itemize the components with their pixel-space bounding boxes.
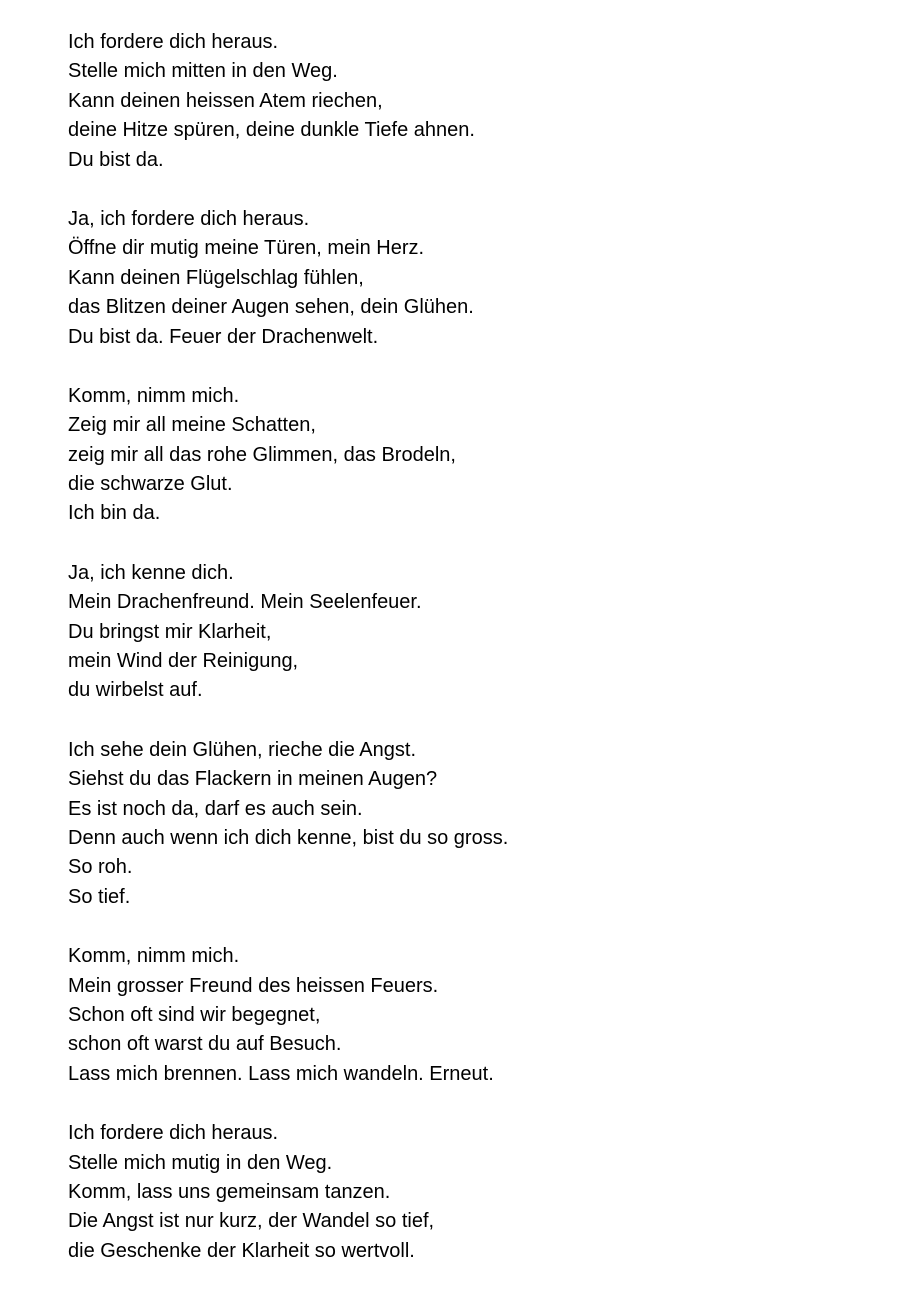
poem-line: Stelle mich mutig in den Weg.	[68, 1151, 333, 1174]
poem	[68, 28, 888, 1296]
poem-line: Stelle mich mitten in den Weg.	[68, 60, 338, 83]
poem-line: Du bist da.	[68, 148, 164, 171]
poem-line: Komm, lass uns gemeinsam tanzen.	[68, 1180, 391, 1203]
poem-line: Komm, nimm mich.	[68, 945, 240, 968]
poem-line: die Geschenke der Klarheit so wertvoll.	[68, 1239, 415, 1262]
poem-line: mein Wind der Reinigung,	[68, 650, 299, 673]
poem-line: Kann deinen Flügelschlag fühlen,	[68, 266, 364, 289]
stanza-1	[68, 28, 888, 175]
poem-line: Mein Drachenfreund. Mein Seelenfeuer.	[68, 591, 422, 614]
poem-line: Denn auch wenn ich dich kenne, bist du so gross.	[68, 826, 509, 849]
poem-line: So tief.	[68, 885, 131, 908]
poem-line: Lass mich brennen. Lass mich wandeln. Erneut.	[68, 1062, 494, 1085]
stanza-7	[68, 1119, 888, 1266]
poem-line: deine Hitze spüren, deine dunkle Tiefe ahnen.	[68, 119, 475, 142]
poem-line: So roh.	[68, 856, 133, 879]
poem-line: das Blitzen deiner Augen sehen, dein Glühen.	[68, 296, 474, 319]
poem-line: Zeig mir all meine Schatten,	[68, 414, 316, 437]
stanza-6	[68, 942, 888, 1089]
poem-line: Mein grosser Freund des heissen Feuers.	[68, 974, 439, 997]
poem-line: Öffne dir mutig meine Türen, mein Herz.	[68, 237, 425, 260]
poem-line: Komm, nimm mich.	[68, 384, 240, 407]
poem-line: zeig mir all das rohe Glimmen, das Brodeln,	[68, 443, 456, 466]
poem-line: Ja, ich fordere dich heraus.	[68, 207, 310, 230]
poem-line: die schwarze Glut.	[68, 473, 233, 496]
poem-line: Du bringst mir Klarheit,	[68, 620, 272, 643]
poem-line: Ich sehe dein Glühen, rieche die Angst.	[68, 738, 417, 761]
poem-line: Schon oft sind wir begegnet,	[68, 1003, 321, 1026]
stanza-4	[68, 559, 888, 706]
stanza-5	[68, 736, 888, 912]
stanza-2	[68, 205, 888, 352]
poem-line: Siehst du das Flackern in meinen Augen?	[68, 768, 438, 791]
poem-line: Es ist noch da, darf es auch sein.	[68, 797, 363, 820]
poem-line: Die Angst ist nur kurz, der Wandel so tief,	[68, 1210, 435, 1233]
poem-line: schon oft warst du auf Besuch.	[68, 1033, 342, 1056]
stanza-3	[68, 382, 888, 529]
poem-line: Ja, ich kenne dich.	[68, 561, 234, 584]
poem-line: Ich fordere dich heraus.	[68, 1122, 279, 1145]
poem-line: Kann deinen heissen Atem riechen,	[68, 89, 383, 112]
poem-line: Ich bin da.	[68, 502, 161, 525]
poem-line: du wirbelst auf.	[68, 679, 203, 702]
poem-line: Ich fordere dich heraus.	[68, 31, 279, 53]
poem-line: Du bist da. Feuer der Drachenwelt.	[68, 325, 379, 348]
